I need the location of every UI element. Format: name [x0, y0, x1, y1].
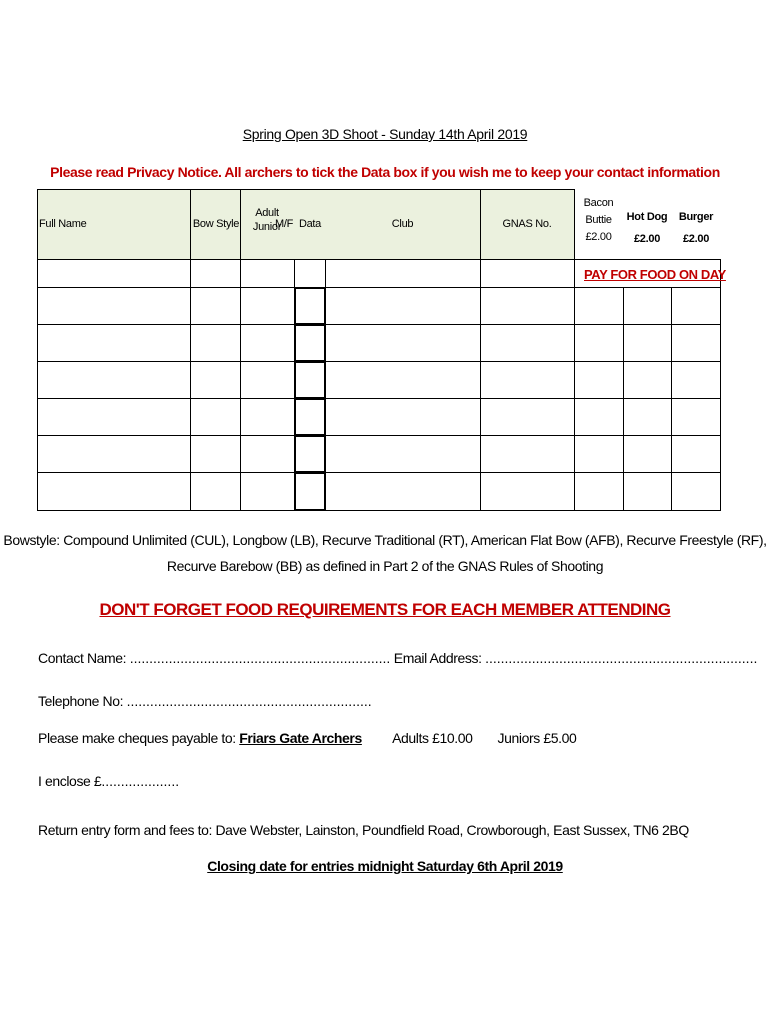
- enclose-amount-field[interactable]: ....................: [101, 773, 180, 789]
- pay-for-food-note: PAY FOR FOOD ON DAY: [584, 267, 726, 282]
- header-hot-dog: Hot Dog £2.00: [626, 211, 668, 245]
- header-adult-junior: Adult Junior: [252, 207, 282, 233]
- contact-name-line: [38, 650, 757, 666]
- header-club: Club: [391, 218, 414, 230]
- email-label: Email Address:: [393, 650, 482, 666]
- header-full-name: Full Name: [39, 218, 87, 230]
- data-tickbox[interactable]: [294, 361, 326, 399]
- cheques-line: [38, 730, 576, 746]
- data-tickbox[interactable]: [294, 435, 326, 473]
- contact-name-field[interactable]: ...................................................................: [129, 650, 391, 666]
- payee-name: Friars Gate Archers: [239, 730, 362, 746]
- entry-table: [37, 189, 726, 511]
- enclose-label: I enclose £: [38, 773, 102, 789]
- juniors-fee: Juniors £5.00: [497, 730, 577, 746]
- cheques-label: Please make cheques payable to:: [38, 730, 236, 746]
- header-bacon-buttie: Bacon Buttie £2.00: [583, 197, 614, 243]
- contact-name-label: Contact Name:: [38, 650, 127, 666]
- data-tickbox[interactable]: [294, 287, 326, 325]
- return-address: Return entry form and fees to: Dave Webster, Lainston, Poundfield Road, Crowborough, East Sussex, TN6 2BQ: [38, 822, 689, 838]
- privacy-notice: Please read Privacy Notice. All archers to tick the Data box if you wish me to keep your contact information: [50, 164, 720, 180]
- food-reminder: DON'T FORGET FOOD REQUIREMENTS FOR EACH MEMBER ATTENDING: [99, 600, 671, 619]
- telephone-line: [38, 693, 372, 709]
- adults-fee: Adults £10.00: [392, 730, 473, 746]
- email-field[interactable]: ......................................................................: [485, 650, 758, 666]
- data-tickbox[interactable]: [294, 398, 326, 436]
- data-tickbox[interactable]: [294, 472, 326, 511]
- enclose-line: [38, 773, 179, 789]
- header-bow-style: Bow Style: [192, 218, 240, 230]
- form-title: Spring Open 3D Shoot - Sunday 14th April 2019: [242, 126, 528, 142]
- bowstyle-legend: Bowstyle: Compound Unlimited (CUL), Longbow (LB), Recurve Traditional (RT), American Flat Bow (AFB), Recurve Freestyle (RF), Recurve Barebow (BB) as defined in Part 2 of the GNAS Rules of Shooting: [3, 532, 767, 574]
- header-burger: Burger £2.00: [678, 211, 714, 245]
- header-mf: M/F: [274, 218, 294, 230]
- closing-date: Closing date for entries midnight Saturday 6th April 2019: [207, 858, 563, 874]
- header-data: Data: [298, 218, 322, 230]
- telephone-field[interactable]: ...............................................................: [126, 693, 372, 709]
- header-gnas: GNAS No.: [502, 218, 552, 230]
- telephone-label: Telephone No:: [38, 693, 124, 709]
- data-tickbox[interactable]: [294, 324, 326, 362]
